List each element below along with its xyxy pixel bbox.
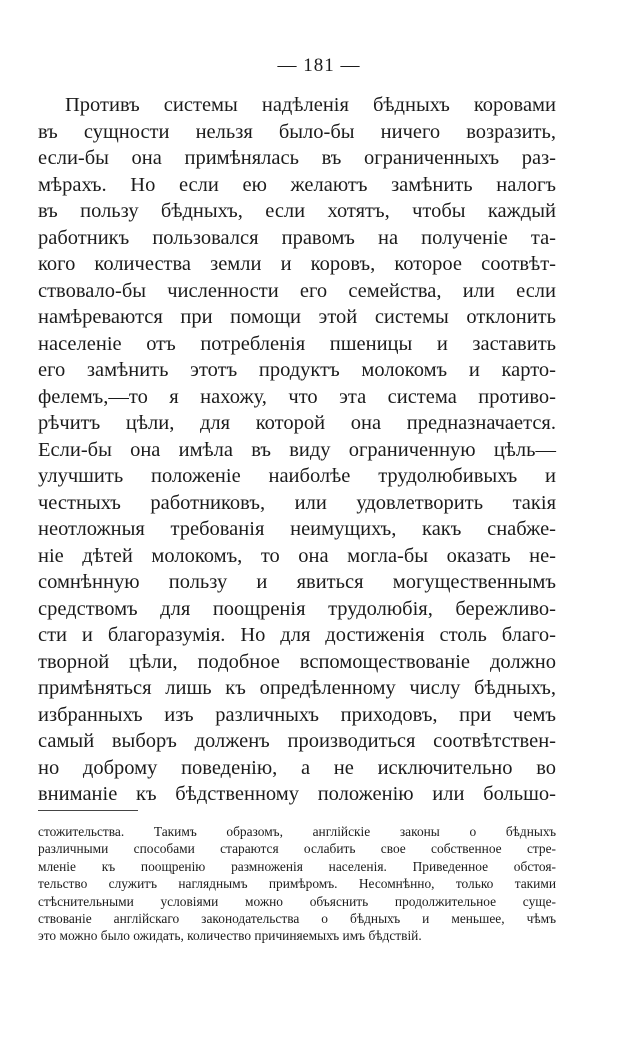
text-line: сомнѣнную пользу и явиться могущественнымъ	[38, 571, 556, 593]
footnote-line: ствованіе англійскаго законодательства о бѣдныхъ и меньшее, чѣмъ	[38, 910, 556, 926]
footnote-line: тельство служитъ нагляднымъ примѣромъ. Несомнѣнно, только такими	[38, 876, 556, 892]
text-line: рѣчитъ цѣли, для которой она предназначается.	[38, 412, 556, 434]
text-line: Если-бы она имѣла въ виду ограниченную цѣль—	[38, 438, 556, 461]
text-line: вниманіе къ бѣдственному положенію или большо-	[38, 783, 556, 805]
footnote-line: различными способами стараются ослабить свое собственное стре-	[38, 841, 556, 857]
text-line: творной цѣли, подобное вспомоществованіе должно	[38, 650, 556, 673]
text-line: мѣрахъ. Но если ею желаютъ замѣнить налогъ	[38, 173, 556, 196]
text-line: кого количества земли и коровъ, которое соотвѣт-	[38, 253, 556, 275]
text-line: но доброму поведенію, а не исключительно во	[38, 756, 556, 779]
text-line: его замѣнить этотъ продуктъ молокомъ и карто-	[38, 359, 556, 381]
text-line: средствомъ для поощренія трудолюбія, бережливо-	[38, 597, 556, 620]
text-line: ствовало-бы численности его семейства, или если	[38, 279, 556, 302]
main-text	[38, 92, 556, 808]
text-line: намѣреваются при помощи этой системы отклонить	[38, 306, 556, 328]
text-line: неотложныя требованія неимущихъ, какъ снабже-	[38, 518, 556, 540]
footnote-line: мленіе къ поощренію размноженія населенія. Приведенное обстоя-	[38, 858, 556, 874]
text-line: населеніе отъ потребленія пшеницы и заставить	[38, 332, 556, 355]
page-number: — 181 —	[277, 55, 361, 76]
text-line: работникъ пользовался правомъ на полученіе та-	[38, 226, 556, 249]
text-line: самый выборъ долженъ производиться соотвѣтствен-	[38, 730, 556, 752]
text-line: ніе дѣтей молокомъ, то она могла-бы оказать не-	[38, 544, 556, 567]
text-line: фелемъ,—то я нахожу, что эта система противо-	[38, 385, 556, 408]
footnote	[38, 823, 556, 945]
text-line: если-бы она примѣнялась въ ограниченныхъ раз-	[38, 147, 556, 169]
text-line: сти и благоразумія. Но для достиженія столь благо-	[38, 624, 556, 646]
text-line: примѣняться лишь къ опредѣленному числу бѣдныхъ,	[38, 677, 556, 699]
text-line: честныхъ работниковъ, или удовлетворить такія	[38, 491, 556, 514]
footnote-line: это можно было ожидать, количество причиняемыхъ имъ бѣдствій.	[38, 928, 422, 944]
footnote-divider	[38, 810, 138, 811]
text-line: улучшить положеніе наиболѣе трудолюбивыхъ и	[38, 465, 556, 487]
text-line: въ сущности нельзя было-бы ничего возразить,	[38, 120, 556, 143]
footnote-line: стожительства. Такимъ образомъ, англійскіе законы о бѣдныхъ	[38, 824, 556, 839]
text-line: избранныхъ изъ различныхъ приходовъ, при чемъ	[38, 703, 556, 726]
text-line: Противъ системы надѣленія бѣдныхъ коровами	[65, 94, 556, 116]
footnote-line: стѣснительными условіями можно объяснить продолжительное суще-	[38, 893, 556, 909]
text-line: въ пользу бѣдныхъ, если хотятъ, чтобы каждый	[38, 200, 556, 222]
